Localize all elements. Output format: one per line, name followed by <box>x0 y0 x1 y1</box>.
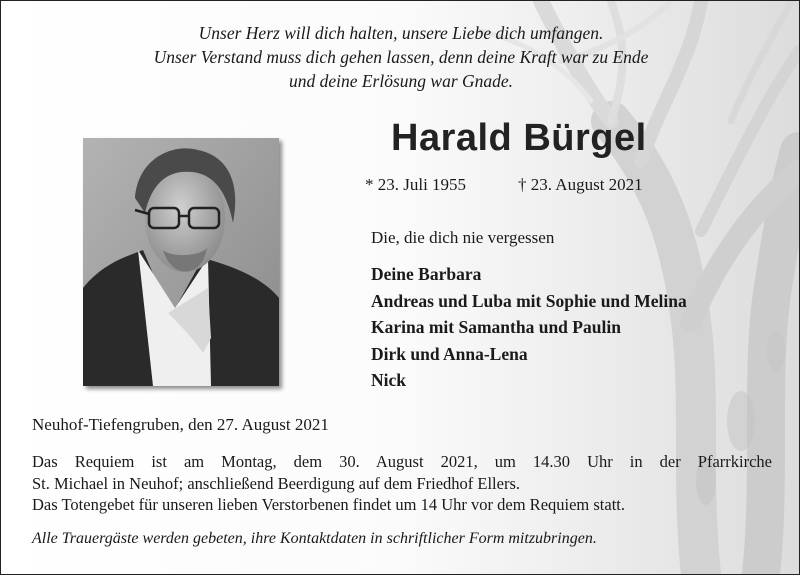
poem-line: Unser Verstand muss dich gehen lassen, denn deine Kraft war zu Ende <box>153 47 649 67</box>
mourner-entry: Andreas und Luba mit Sophie und Melina <box>371 290 687 311</box>
mourner-entry: Deine Barbara <box>371 264 482 284</box>
birth-date: * 23. Juli 1955 <box>365 175 467 194</box>
service-line: St. Michael in Neuhof; anschließend Beerdigung auf dem Friedhof Ellers. <box>32 473 520 493</box>
place-and-date: Neuhof-Tiefengruben, den 27. August 2021 <box>32 415 329 434</box>
death-date: † 23. August 2021 <box>518 175 643 194</box>
mourner-entry: Nick <box>371 370 406 390</box>
deceased-name: Harald Bürgel <box>391 117 647 159</box>
service-details <box>32 451 772 516</box>
mourner-entry: Karina mit Samantha und Paulin <box>371 317 621 337</box>
poem <box>1 21 800 93</box>
closing-note: Alle Trauergäste werden gebeten, ihre Kontaktdaten in schriftlicher Form mitzubringen. <box>32 530 597 547</box>
service-line: Das Requiem ist am Montag, dem 30. August 2021, um 14.30 Uhr in der Pfarrkirche <box>32 452 772 471</box>
poem-line: und deine Erlösung war Gnade. <box>288 71 514 91</box>
mourner-entry: Dirk und Anna-Lena <box>371 343 528 364</box>
poem-line: Unser Herz will dich halten, unsere Liebe dich umfangen. <box>198 23 604 43</box>
mourners-intro: Die, die dich nie vergessen <box>371 228 555 247</box>
portrait-photo <box>83 138 279 386</box>
mourners-list <box>371 261 687 394</box>
service-line: Das Totengebet für unseren lieben Verstorbenen findet um 14 Uhr vor dem Requiem statt. <box>32 495 626 514</box>
